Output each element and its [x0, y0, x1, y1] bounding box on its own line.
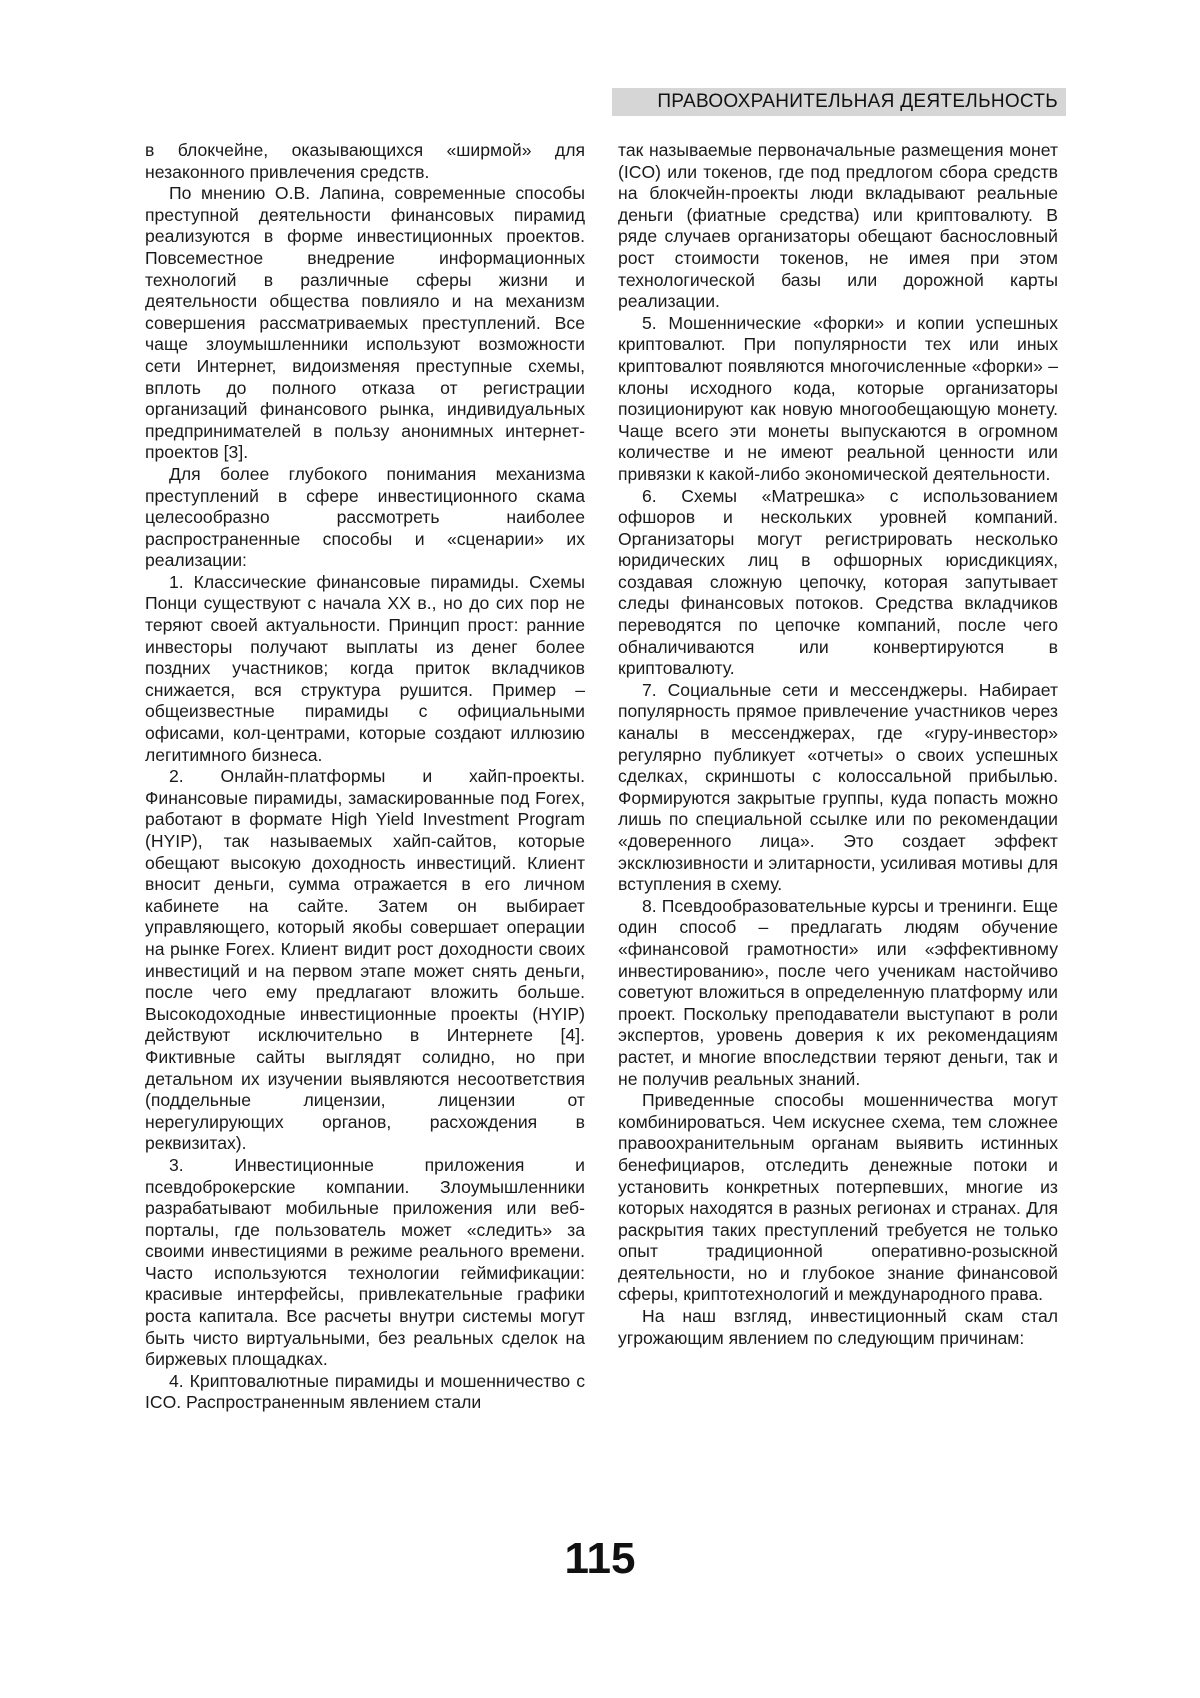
list-item-paragraph: 5. Мошеннические «форки» и копии успешных криптовалют. При популярности тех или иных криптовалют появляются многочисленные «форки» – клоны исходного кода, которые организаторы позиционируют как новую многообещающую монету. Чаще всего эти монеты выпускаются в огромном количестве и не имеют реальной ценности или привязки к какой-либо экономической деятельности.	[618, 312, 1058, 484]
list-item-paragraph: 6. Схемы «Матрешка» с использованием офшоров и нескольких уровней компаний. Организаторы могут регистрировать несколько юридических лиц в офшорных юрисдикциях, создавая сложную цепочку, которая запутывает следы финансовых потоков. Средства вкладчиков переводятся по цепочке компаний, после чего обналичиваются или конвертируются в криптовалюту.	[618, 485, 1058, 679]
list-item-paragraph: 3. Инвестиционные приложения и псевдоброкерские компании. Злоумышленники разрабатывают мобильные приложения или веб-порталы, где пользователь может «следить» за своими инвестициями в режиме реального времени. Часто используются технологии геймификации: красивые интерфейсы, привлекательные графики роста капитала. Все расчеты внутри системы могут быть чисто виртуальными, без реальных сделок на биржевых площадках.	[145, 1154, 585, 1370]
paragraph: так называемые первоначальные размещения монет (ICO) или токенов, где под предлогом сбора средств на блокчейн-проекты люди вкладывают реальные деньги (фиатные средства) или криптовалюту. В ряде случаев организаторы обещают баснословный рост стоимости токенов, не имея при этом технологической базы или дорожной карты реализации.	[618, 140, 1058, 312]
list-item-paragraph: 1. Классические финансовые пирамиды. Схемы Понци существуют с начала XX в., но до сих пор не теряют своей актуальности. Принцип прост: ранние инвесторы получают выплаты из денег более поздних участников; когда приток вкладчиков снижается, вся структура рушится. Пример – общеизвестные пирамиды с официальными офисами, кол-центрами, которые создают иллюзию легитимного бизнеса.	[145, 571, 585, 765]
paragraph: Для более глубокого понимания механизма преступлений в сфере инвестиционного скама целесообразно рассмотреть наиболее распространенные способы и «сценарии» их реализации:	[145, 463, 585, 571]
page-number: 115	[564, 1534, 636, 1583]
list-item-paragraph: 2. Онлайн-платформы и хайп-проекты. Финансовые пирамиды, замаскированные под Forex, работают в формате High Yield Investment Program (HYIP), так называемых хайп-сайтов, которые обещают высокую доходность инвестиций. Клиент вносит деньги, сумма отражается в его личном кабинете на сайте. Затем он выбирает управляющего, который якобы совершает операции на рынке Forex. Клиент видит рост доходности своих инвестиций и на первом этапе может снять деньги, после чего ему предлагают вложить больше. Высокодоходные инвестиционные проекты (HYIP) действуют исключительно в Интернете [4]. Фиктивные сайты выглядят солидно, но при детальном их изучении выявляются несоответствия (поддельные лицензии, лицензии от нерегулирующих органов, расхождения в реквизитах).	[145, 766, 585, 1154]
left-column	[145, 140, 585, 1414]
list-item-paragraph: 4. Криптовалютные пирамиды и мошенничество с ICO. Распространенным явлением стали	[145, 1370, 585, 1413]
paragraph: По мнению О.В. Лапина, современные способы преступной деятельности финансовых пирамид реализуются в форме инвестиционных проектов. Повсеместное внедрение информационных технологий в различные сферы жизни и деятельности общества повлияло и на механизм совершения рассматриваемых преступлений. Все чаще злоумышленники используют возможности сети Интернет, видоизменяя преступные схемы, вплоть до полного отказа от регистрации организаций финансового рынка, индивидуальных предпринимателей в пользу анонимных интернет-проектов [3].	[145, 183, 585, 463]
list-item-paragraph: 7. Социальные сети и мессенджеры. Набирает популярность прямое привлечение участников через каналы в мессенджерах, где «гуру-инвестор» регулярно публикует «отчеты» о своих успешных сделках, скриншоты с колоссальной прибылью. Формируются закрытые группы, куда попасть можно лишь по специальной ссылке или по рекомендации «доверенного лица». Это создает эффект эксклюзивности и элитарности, усиливая мотивы для вступления в схему.	[618, 679, 1058, 895]
paragraph: Приведенные способы мошенничества могут комбинироваться. Чем искуснее схема, тем сложнее правоохранительным органам выявить истинных бенефициаров, отследить денежные потоки и установить конкретных потерпевших, многие из которых находятся в разных регионах и странах. Для раскрытия таких преступлений требуется не только опыт традиционной оперативно-розыскной деятельности, но и глубокое знание финансовой сферы, криптотехнологий и международного права.	[618, 1090, 1058, 1305]
paragraph: На наш взгляд, инвестиционный скам стал угрожающим явлением по следующим причинам:	[618, 1306, 1058, 1348]
list-item-paragraph: 8. Псевдообразовательные курсы и тренинги. Еще один способ – предлагать людям обучение «финансовой грамотности» или «эффективному инвестированию», после чего ученикам настойчиво советуют вложиться в определенную платформу или проект. Поскольку преподаватели выступают в роли экспертов, уровень доверия к их рекомендациям растет, и многие впоследствии теряют деньги, так и не получив реальных знаний.	[618, 895, 1058, 1089]
section-header: ПРАВООХРАНИТЕЛЬНАЯ ДЕЯТЕЛЬНОСТЬ	[612, 88, 1066, 116]
paragraph: в блокчейне, оказывающихся «ширмой» для незаконного привлечения средств.	[145, 140, 585, 182]
right-column	[618, 140, 1058, 1349]
